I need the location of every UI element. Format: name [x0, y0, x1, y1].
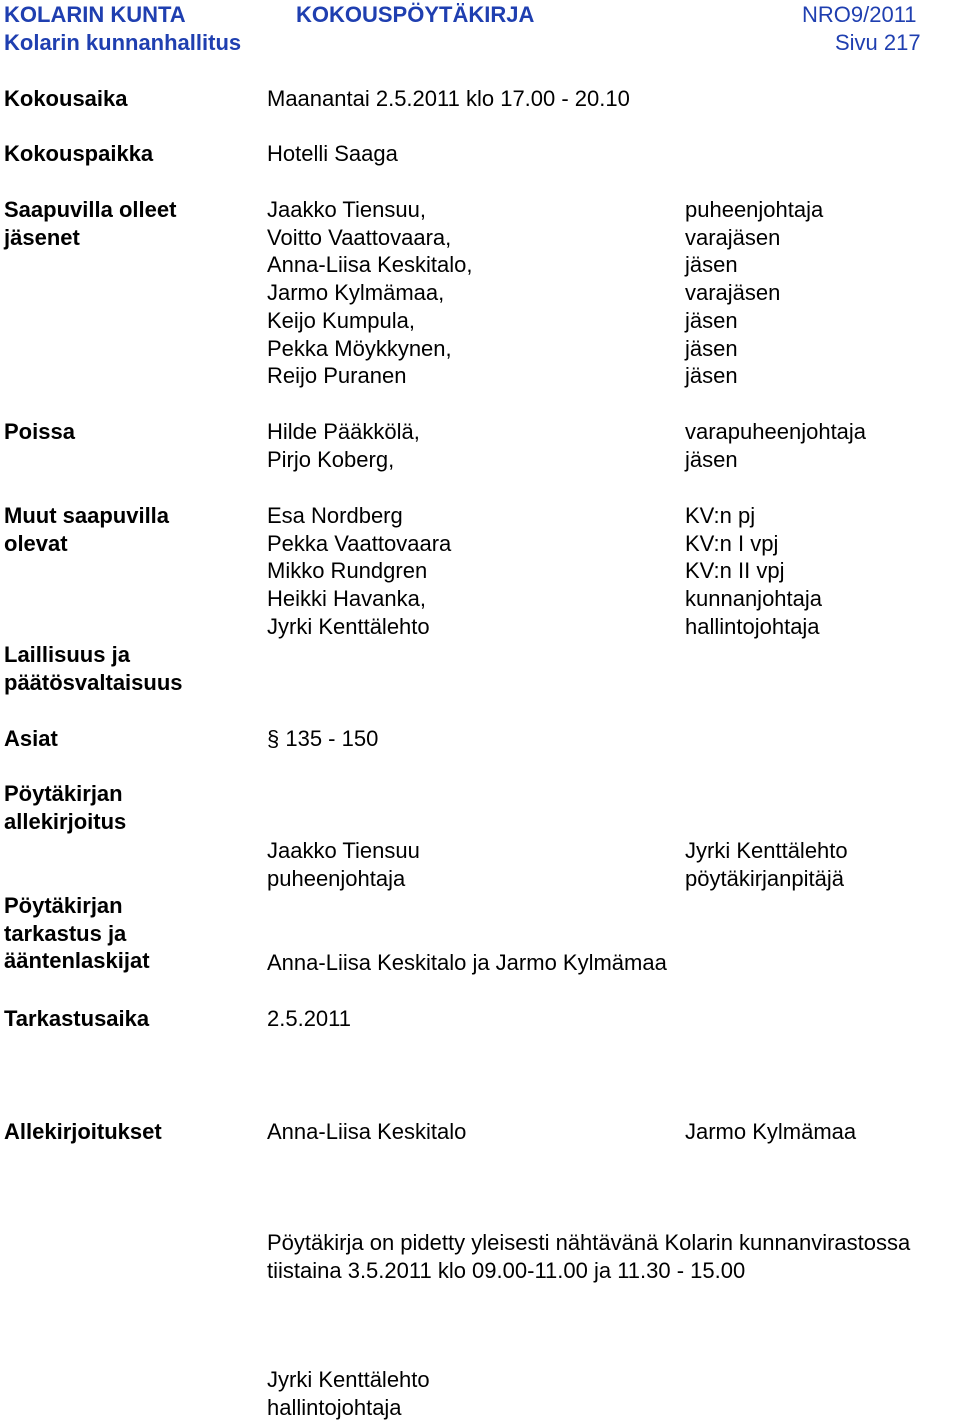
present-names: [267, 196, 472, 390]
reviewers-label-line: Pöytäkirjan: [4, 893, 123, 918]
member-name: Anna-Liisa Keskitalo,: [267, 252, 473, 278]
member-role: KV:n II vpj: [685, 558, 785, 584]
member-role: KV:n pj: [685, 503, 756, 528]
absent-names: [267, 418, 420, 473]
notice-line: tiistaina 3.5.2011 klo 09.00-11.00 ja 11.30 - 15.00: [267, 1257, 746, 1283]
member-role: varajäsen: [685, 224, 781, 250]
member-role: kunnanjohtaja: [685, 586, 823, 612]
member-name: Mikko Rundgren: [267, 558, 428, 584]
signature-name-1: Anna-Liisa Keskitalo: [267, 1119, 467, 1144]
board-name: Kolarin kunnanhallitus: [4, 30, 242, 55]
meeting-time-label: Kokousaika: [4, 86, 128, 111]
chair-name: Jaakko Tiensuu: [267, 838, 420, 863]
matters-label: Asiat: [4, 726, 58, 751]
review-time-value: 2.5.2011: [267, 1006, 352, 1031]
member-name: Pekka Möykkynen,: [267, 335, 452, 361]
others-label-line: Muut saapuvilla: [4, 503, 170, 528]
member-name: Pirjo Koberg,: [267, 446, 395, 472]
present-label: [4, 196, 176, 251]
meeting-time-value: Maanantai 2.5.2011 klo 17.00 - 20.10: [267, 86, 630, 111]
member-name: Heikki Havanka,: [267, 586, 426, 612]
certifier-name: Jyrki Kenttälehto: [267, 1367, 430, 1392]
reviewers-label: [4, 892, 150, 975]
secretary-name: Jyrki Kenttälehto: [685, 838, 848, 863]
member-name: Reijo Puranen: [267, 363, 407, 389]
signing-label-line: Pöytäkirjan: [4, 781, 123, 806]
document-type: KOKOUSPÖYTÄKIRJA: [296, 2, 535, 27]
others-roles: [685, 502, 822, 641]
meeting-place-label: Kokouspaikka: [4, 141, 154, 166]
legality-label-line: Laillisuus ja: [4, 642, 130, 667]
secretary-role: pöytäkirjanpitäjä: [685, 865, 844, 891]
others-label: [4, 502, 169, 557]
member-name: Jyrki Kenttälehto: [267, 613, 430, 639]
present-label-line: jäsenet: [4, 224, 80, 250]
absent-label: Poissa: [4, 419, 75, 444]
chair-signature-block: [267, 837, 420, 892]
present-roles: [685, 196, 823, 390]
signing-label: [4, 780, 126, 835]
member-role: jäsen: [685, 335, 738, 361]
member-role: jäsen: [685, 363, 738, 389]
document-number: NRO9/2011: [802, 2, 917, 27]
review-time-label: Tarkastusaika: [4, 1006, 150, 1031]
member-name: Jarmo Kylmämaa,: [267, 280, 445, 306]
municipality-name: KOLARIN KUNTA: [4, 2, 186, 27]
certifier-block: [267, 1366, 430, 1421]
chair-role: puheenjohtaja: [267, 865, 406, 891]
notice-line: Pöytäkirja on pidetty yleisesti nähtävänä Kolarin kunnanvirastossa: [267, 1230, 911, 1255]
reviewers-label-line: ääntenlaskijat: [4, 948, 150, 974]
signing-label-line: allekirjoitus: [4, 808, 127, 834]
secretary-signature-block: [685, 837, 848, 892]
legality-label: [4, 641, 183, 696]
member-name: Voitto Vaattovaara,: [267, 224, 452, 250]
member-role: varajäsen: [685, 280, 781, 306]
others-names: [267, 502, 451, 641]
reviewers-value: Anna-Liisa Keskitalo ja Jarmo Kylmämaa: [267, 950, 667, 975]
member-role: KV:n I vpj: [685, 530, 779, 556]
member-role: jäsen: [685, 252, 738, 278]
member-name: Keijo Kumpula,: [267, 307, 415, 333]
member-name: Hilde Pääkkölä,: [267, 419, 420, 444]
member-name: Pekka Vaattovaara: [267, 530, 452, 556]
present-label-line: Saapuvilla olleet: [4, 197, 177, 222]
legality-label-line: päätösvaltaisuus: [4, 669, 183, 695]
reviewers-label-line: tarkastus ja: [4, 920, 127, 946]
others-label-line: olevat: [4, 530, 68, 556]
member-role: hallintojohtaja: [685, 613, 820, 639]
member-role: varapuheenjohtaja: [685, 419, 867, 444]
member-role: puheenjohtaja: [685, 197, 824, 222]
member-role: jäsen: [685, 307, 738, 333]
absent-roles: [685, 418, 866, 473]
signatures-label: Allekirjoitukset: [4, 1119, 162, 1144]
member-role: jäsen: [685, 446, 738, 472]
member-name: Esa Nordberg: [267, 503, 403, 528]
signature-name-2: Jarmo Kylmämaa: [685, 1119, 857, 1144]
member-name: Jaakko Tiensuu,: [267, 197, 426, 222]
matters-value: § 135 - 150: [267, 726, 379, 751]
page-number: Sivu 217: [835, 30, 921, 55]
meeting-place-value: Hotelli Saaga: [267, 141, 398, 166]
public-notice: [267, 1229, 910, 1284]
certifier-title: hallintojohtaja: [267, 1394, 402, 1420]
